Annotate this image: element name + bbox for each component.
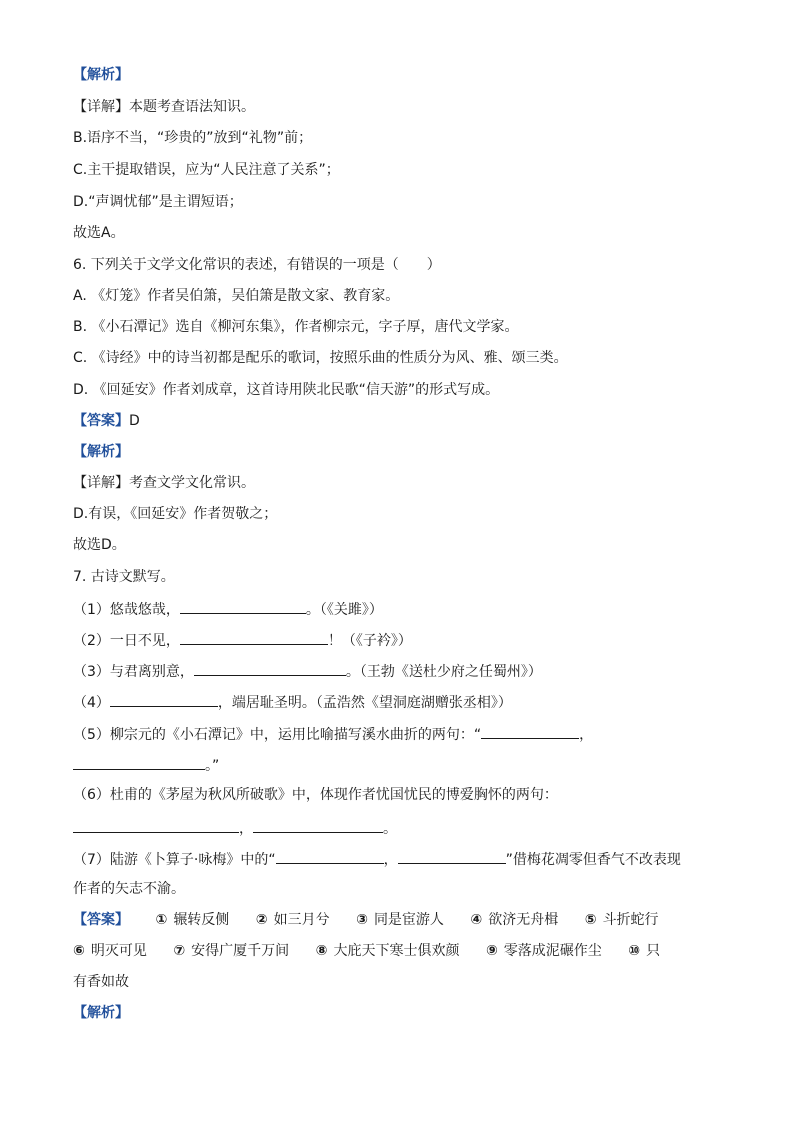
fill-blank-3[interactable] — [194, 661, 346, 676]
q7-item-6: （6）杜甫的《茅屋为秋风所破歌》中，体现作者忧国忧民的博爱胸怀的两句： — [73, 787, 558, 803]
q6-answer: D — [129, 413, 140, 429]
q6-detail: 【详解】考查文学文化常识。 — [73, 475, 255, 491]
q7-answer-cont: 有香如故 — [73, 974, 129, 990]
answer-item: ③ 同是宦游人 — [356, 912, 444, 928]
fill-blank-10[interactable] — [398, 849, 506, 864]
q6-option-d: D. 《回延安》作者刘成章，这首诗用陕北民歌“信天游”的形式写成。 — [73, 382, 500, 398]
q7-answer-row-2 — [73, 942, 660, 960]
q7-item-4 — [73, 692, 512, 712]
q7-item-5-cont — [73, 755, 219, 775]
q7-stem: 7. 古诗文默写。 — [73, 569, 175, 585]
detail-text: 【详解】本题考查语法知识。 — [73, 99, 255, 115]
answer-tag: 【答案】 — [73, 413, 129, 429]
q7-1-post: 。（《关雎》） — [305, 602, 383, 618]
answer-item: ④ 欲济无舟楫 — [470, 912, 559, 928]
q7-5-post: 。” — [205, 758, 220, 774]
q7-3-post: 。（王勃《送杜少府之任蜀州》） — [345, 664, 542, 680]
q7-analysis-heading: 【解析】 — [73, 1005, 129, 1021]
q7-3-pre: （3）与君离别意， — [73, 664, 194, 680]
answer-item: ⑧ 大庇天下寒士俱欢颜 — [315, 943, 460, 959]
q7-item-3 — [73, 661, 542, 681]
q6-note-d: D.有误，《回延安》作者贺敬之； — [73, 506, 278, 522]
q7-item-7 — [73, 849, 681, 869]
q7-answer-row-1 — [73, 911, 659, 929]
q7-item-2 — [73, 630, 412, 650]
q7-7-post: ”借梅花凋零但香气不改表现 — [505, 852, 681, 868]
q7-2-pre: （2）一日不见， — [73, 633, 180, 649]
q7-6-post: 。 — [383, 821, 397, 837]
q6-stem: 6. 下列关于文学文化常识的表述，有错误的一项是（ ） — [73, 257, 441, 273]
answer-item: ⑨ 零落成泥碾作尘 — [485, 943, 602, 959]
q7-item-6-cont — [73, 818, 397, 838]
fill-blank-4[interactable] — [110, 692, 218, 707]
answer-item: ⑦ 安得广厦千万间 — [173, 943, 290, 959]
answer-item: ⑤ 斗折蛇行 — [584, 912, 659, 928]
q7-6-mid: ， — [239, 821, 253, 837]
answer-item: ② 如三月兮 — [255, 912, 330, 928]
q6-choose: 故选D。 — [73, 537, 126, 553]
q7-item-1 — [73, 599, 383, 619]
q6-option-b: B. 《小石潭记》选自《柳河东集》，作者柳宗元，字子厚，唐代文学家。 — [73, 319, 519, 335]
q7-1-pre: （1）悠哉悠哉， — [73, 602, 180, 618]
q7-5-pre: （5）柳宗元的《小石潭记》中，运用比喻描写溪水曲折的两句：“ — [73, 727, 482, 743]
answer-item: ⑥ 明灭可见 — [73, 943, 147, 959]
q7-7-pre: （7）陆游《卜算子·咏梅》中的“ — [73, 852, 276, 868]
fill-blank-8[interactable] — [253, 818, 383, 833]
q7-7-mid: ， — [383, 852, 398, 868]
q6-answer-line — [73, 412, 140, 430]
q7-4-pre: （4） — [73, 695, 110, 711]
note-b: B.语序不当，“珍贵的”放到“礼物”前； — [73, 130, 313, 146]
fill-blank-9[interactable] — [276, 849, 384, 864]
q7-item-7-cont: 作者的矢志不渝。 — [73, 881, 185, 897]
note-c: C.主干提取错误，应为“人民注意了关系”； — [73, 162, 340, 178]
q6-option-c: C. 《诗经》中的诗当初都是配乐的歌词，按照乐曲的性质分为风、雅、颂三类。 — [73, 350, 568, 366]
q7-5-mid: ， — [579, 727, 594, 743]
q7-4-post: ，端居耻圣明。（孟浩然《望洞庭湖赠张丞相》） — [217, 695, 512, 711]
fill-blank-7[interactable] — [73, 818, 239, 833]
q7-2-post: ！（《子衿》） — [327, 633, 412, 649]
fill-blank-1[interactable] — [180, 599, 306, 614]
answer-item: ① 辗转反侧 — [155, 912, 230, 928]
answer-item: ⑩ 只 — [628, 943, 661, 959]
q7-item-5 — [73, 724, 593, 744]
q7-answer-tag: 【答案】 — [73, 912, 129, 928]
analysis-heading: 【解析】 — [73, 67, 129, 83]
q6-option-a: A. 《灯笼》作者吴伯箫，吴伯箫是散文家、教育家。 — [73, 288, 400, 304]
fill-blank-6[interactable] — [73, 755, 205, 770]
choose-a: 故选A。 — [73, 225, 125, 241]
q6-analysis-heading: 【解析】 — [73, 444, 129, 460]
fill-blank-5[interactable] — [481, 724, 579, 739]
fill-blank-2[interactable] — [180, 630, 328, 645]
detail-line — [73, 98, 255, 116]
note-d: D.“声调忧郁”是主谓短语； — [73, 194, 243, 210]
